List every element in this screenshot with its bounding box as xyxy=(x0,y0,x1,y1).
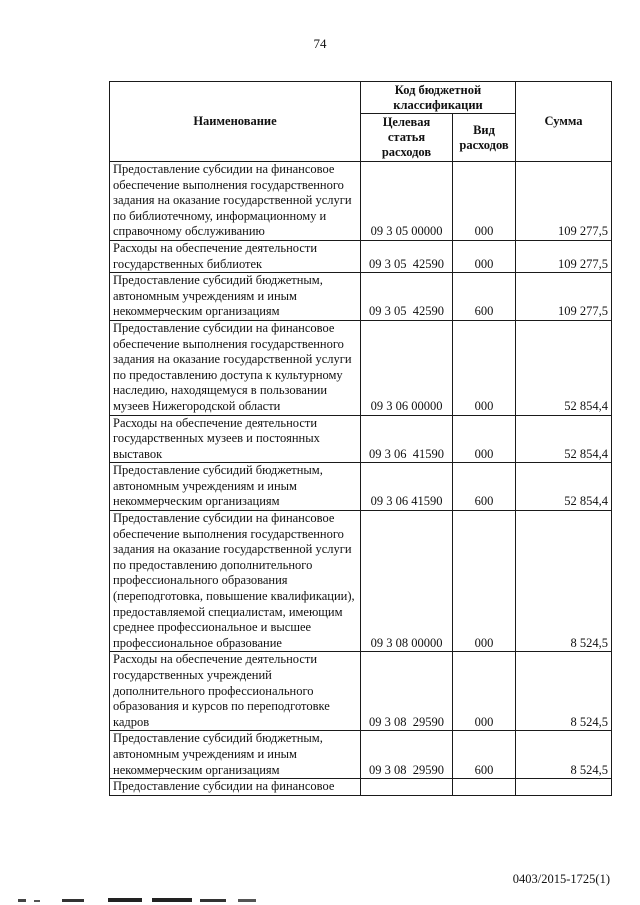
row-target: 09 3 06 00000 xyxy=(361,320,453,415)
row-name: Предоставление субсидий бюджетным, автономным учреждениям и иным некоммерческим организациям xyxy=(110,273,361,321)
row-target: 09 3 08 29590 xyxy=(361,652,453,731)
row-sum: 52 854,4 xyxy=(516,415,612,463)
header-sum: Сумма xyxy=(516,82,612,162)
row-kind: 600 xyxy=(453,273,516,321)
row-name: Расходы на обеспечение деятельности государственных библиотек xyxy=(110,240,361,272)
table-row xyxy=(110,463,612,511)
page-number: 74 xyxy=(313,36,327,51)
row-name: Расходы на обеспечение деятельности государственных музеев и постоянных выставок xyxy=(110,415,361,463)
table-row xyxy=(110,320,612,415)
row-target: 09 3 06 41590 xyxy=(361,463,453,511)
row-sum: 52 854,4 xyxy=(516,463,612,511)
row-name: Предоставление субсидии на финансовое xyxy=(110,779,361,796)
row-kind: 000 xyxy=(453,415,516,463)
row-name: Расходы на обеспечение деятельности государственных учреждений дополнительного профессионального образования и курсов по переподготовке кадров xyxy=(110,652,361,731)
row-kind: 000 xyxy=(453,652,516,731)
table-row xyxy=(110,779,612,796)
table-row xyxy=(110,273,612,321)
row-sum xyxy=(516,779,612,796)
row-target: 09 3 08 00000 xyxy=(361,511,453,652)
row-sum: 8 524,5 xyxy=(516,511,612,652)
scan-artifact-marks xyxy=(0,896,640,905)
table-row xyxy=(110,240,612,272)
row-sum: 109 277,5 xyxy=(516,162,612,241)
row-target: 09 3 08 29590 xyxy=(361,731,453,779)
row-name: Предоставление субсидий бюджетным, автономным учреждениям и иным некоммерческим организациям xyxy=(110,463,361,511)
row-kind: 600 xyxy=(453,463,516,511)
table-row xyxy=(110,511,612,652)
header-name: Наименование xyxy=(110,82,361,162)
budget-table xyxy=(109,81,612,796)
header-kind: Вид расходов xyxy=(453,114,516,162)
row-name: Предоставление субсидии на финансовое обеспечение выполнения государственного задания на оказание государственной услуги по предоставлению доступа к культурному наследию, находящемуся в пользовании музеев Нижегородской области xyxy=(110,320,361,415)
row-name: Предоставление субсидий бюджетным, автономным учреждениям и иным некоммерческим организациям xyxy=(110,731,361,779)
table-row xyxy=(110,162,612,241)
row-target: 09 3 05 42590 xyxy=(361,240,453,272)
header-code-group: Код бюджетной классификации xyxy=(361,82,516,114)
row-target xyxy=(361,779,453,796)
row-kind: 000 xyxy=(453,511,516,652)
row-sum: 8 524,5 xyxy=(516,652,612,731)
row-target: 09 3 06 41590 xyxy=(361,415,453,463)
document-code: 0403/2015-1725(1) xyxy=(512,872,610,886)
table-header-row xyxy=(110,82,612,114)
row-kind xyxy=(453,779,516,796)
table-row xyxy=(110,652,612,731)
table-row xyxy=(110,415,612,463)
row-name: Предоставление субсидии на финансовое обеспечение выполнения государственного задания на оказание государственной услуги по библиотечному, информационному и справочному обслуживанию xyxy=(110,162,361,241)
row-name: Предоставление субсидии на финансовое обеспечение выполнения государственного задания на оказание государственной услуги по предоставлению дополнительного профессионального образования (переподготовка, повышение квалификации), предоставляемой специалистам, имеющим среднее профессиональное и высшее профессиональное образование xyxy=(110,511,361,652)
row-target: 09 3 05 00000 xyxy=(361,162,453,241)
row-sum: 109 277,5 xyxy=(516,273,612,321)
row-kind: 000 xyxy=(453,162,516,241)
row-kind: 000 xyxy=(453,240,516,272)
row-target: 09 3 05 42590 xyxy=(361,273,453,321)
header-target: Целевая статья расходов xyxy=(361,114,453,162)
row-sum: 109 277,5 xyxy=(516,240,612,272)
row-kind: 000 xyxy=(453,320,516,415)
row-sum: 52 854,4 xyxy=(516,320,612,415)
row-kind: 600 xyxy=(453,731,516,779)
table-row xyxy=(110,731,612,779)
row-sum: 8 524,5 xyxy=(516,731,612,779)
